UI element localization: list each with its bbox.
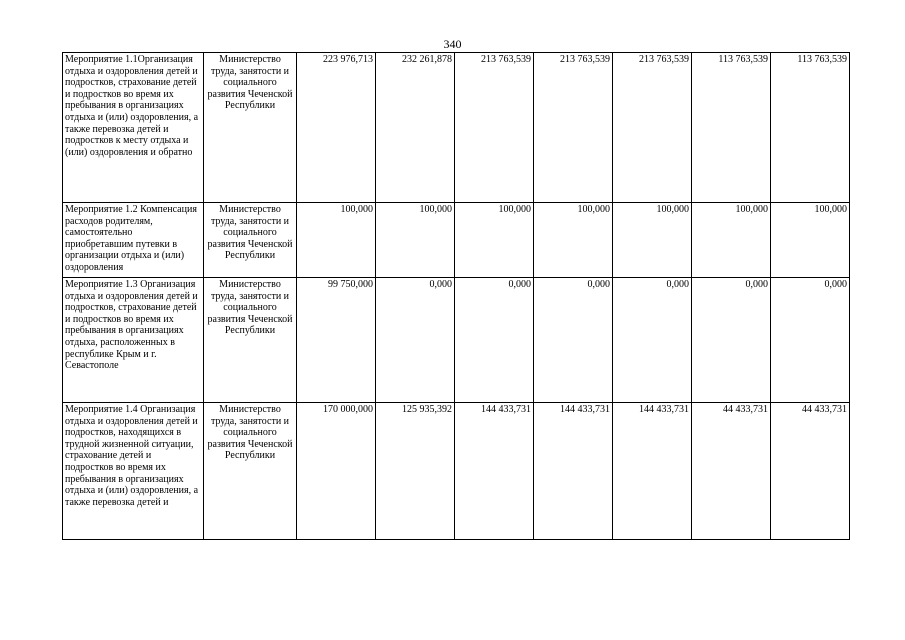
value-cell: 213 763,539 bbox=[455, 53, 534, 203]
value-cell: 125 935,392 bbox=[376, 403, 455, 540]
table-row bbox=[63, 53, 850, 203]
value-cell: 100,000 bbox=[534, 203, 613, 278]
value-cell: 144 433,731 bbox=[613, 403, 692, 540]
value-cell: 113 763,539 bbox=[692, 53, 771, 203]
value-cell: 44 433,731 bbox=[771, 403, 850, 540]
value-cell: 100,000 bbox=[771, 203, 850, 278]
value-cell: 0,000 bbox=[455, 278, 534, 403]
value-cell: 213 763,539 bbox=[534, 53, 613, 203]
table-row bbox=[63, 203, 850, 278]
value-cell: 0,000 bbox=[534, 278, 613, 403]
page-number: 340 bbox=[443, 37, 462, 51]
value-cell: 223 976,713 bbox=[297, 53, 376, 203]
value-cell: 0,000 bbox=[613, 278, 692, 403]
value-cell: 44 433,731 bbox=[692, 403, 771, 540]
value-cell: 99 750,000 bbox=[297, 278, 376, 403]
table-row bbox=[63, 403, 850, 540]
activity-name-cell: Мероприятие 1.4 Организация отдыха и оздоровления детей и подростков, находящихся в трудной жизненной ситуации, страхование детей и подростков во время их пребывания в организациях отдыха и (или) оздоровления, а также перевозка детей и bbox=[63, 403, 204, 540]
activity-name-cell: Мероприятие 1.2 Компенсация расходов родителям, самостоятельно приобретавшим путевки в организации отдыха и (или) оздоровления bbox=[63, 203, 204, 278]
budget-table bbox=[62, 52, 850, 540]
value-cell: 100,000 bbox=[297, 203, 376, 278]
value-cell: 170 000,000 bbox=[297, 403, 376, 540]
value-cell: 144 433,731 bbox=[455, 403, 534, 540]
executor-cell: Министерство труда, занятости и социального развития Чеченской Республики bbox=[204, 53, 297, 203]
table-row bbox=[63, 278, 850, 403]
activity-name-cell: Мероприятие 1.3 Организация отдыха и оздоровления детей и подростков, страхование детей и подростков во время их пребывания в организациях отдыха, расположенных в республике Крым и г. Севастополе bbox=[63, 278, 204, 403]
value-cell: 213 763,539 bbox=[613, 53, 692, 203]
value-cell: 100,000 bbox=[613, 203, 692, 278]
executor-cell: Министерство труда, занятости и социального развития Чеченской Республики bbox=[204, 403, 297, 540]
executor-cell: Министерство труда, занятости и социального развития Чеченской Республики bbox=[204, 203, 297, 278]
value-cell: 144 433,731 bbox=[534, 403, 613, 540]
value-cell: 100,000 bbox=[455, 203, 534, 278]
executor-cell: Министерство труда, занятости и социального развития Чеченской Республики bbox=[204, 278, 297, 403]
value-cell: 0,000 bbox=[376, 278, 455, 403]
value-cell: 113 763,539 bbox=[771, 53, 850, 203]
activity-name-cell: Мероприятие 1.1Организация отдыха и оздоровления детей и подростков, страхование детей и подростков во время их пребывания в организациях отдыха и (или) оздоровления, а также перевозка детей и подростков к месту отдыха и (или) оздоровления и обратно bbox=[63, 53, 204, 203]
value-cell: 232 261,878 bbox=[376, 53, 455, 203]
value-cell: 0,000 bbox=[692, 278, 771, 403]
value-cell: 100,000 bbox=[692, 203, 771, 278]
value-cell: 0,000 bbox=[771, 278, 850, 403]
value-cell: 100,000 bbox=[376, 203, 455, 278]
